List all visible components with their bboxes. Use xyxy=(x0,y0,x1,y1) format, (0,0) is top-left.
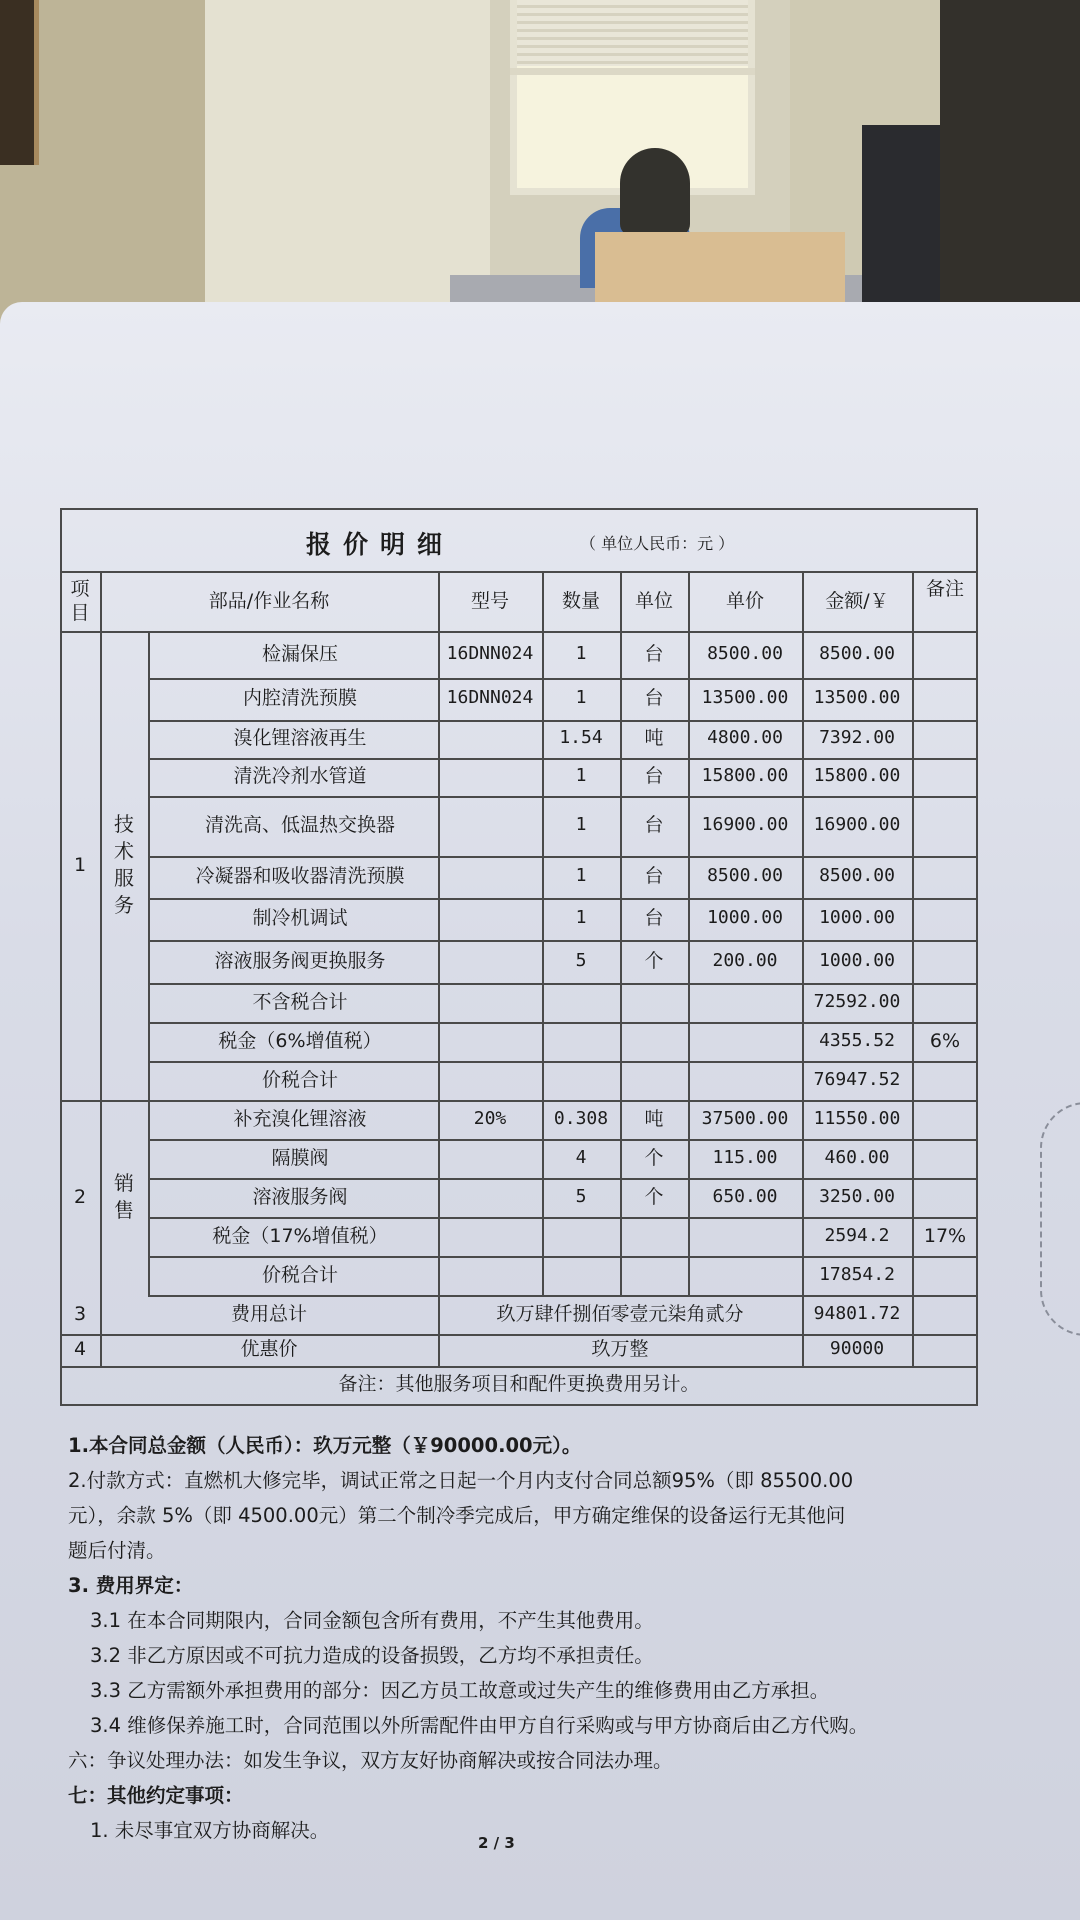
table-border-right xyxy=(976,508,978,1406)
no-col-line xyxy=(100,631,102,1295)
person-head xyxy=(620,148,690,236)
row-8-col-line-3 xyxy=(620,983,622,1022)
term-other-heading: 七：其他约定事项： xyxy=(68,1784,244,1807)
row-price: 115.00 xyxy=(712,1146,778,1168)
header-col-line-4 xyxy=(688,571,690,631)
term-other-1: 1. 未尽事宜双方协商解决。 xyxy=(90,1819,330,1842)
row-8-col-line-2 xyxy=(542,983,544,1022)
header-6: 金额/￥ xyxy=(825,590,889,612)
term-cost-heading: 3. 费用界定： xyxy=(68,1574,194,1597)
row-3-col-line-1 xyxy=(438,758,440,796)
term-total-amount: 1.本合同总金额（人民币）：玖万元整（￥90000.00元）。 xyxy=(68,1434,582,1457)
row-5-col-line-6 xyxy=(912,856,914,898)
partial-stamp-seal xyxy=(1040,1102,1080,1336)
row-qty: 1 xyxy=(575,907,587,928)
row-line-14 xyxy=(148,1256,978,1258)
row-line-9 xyxy=(148,1061,978,1063)
row-15-col-line-1 xyxy=(438,1256,440,1295)
row-name: 税金（17%增值税） xyxy=(212,1224,388,1247)
term-payment-3: 题后付清。 xyxy=(68,1539,166,1562)
door xyxy=(205,0,490,330)
row-model: 16DNN024 xyxy=(446,642,534,664)
row-qty: 1 xyxy=(575,642,587,664)
row-unit: 台 xyxy=(644,642,664,665)
row-amount: 76947.52 xyxy=(813,1068,901,1090)
window-frame-bar xyxy=(510,68,755,75)
row-amount: 1000.00 xyxy=(819,907,895,928)
row-6-col-line-0 xyxy=(148,898,150,940)
row-line-4 xyxy=(148,856,978,858)
row-15-col-line-3 xyxy=(620,1256,622,1295)
row-8-col-line-0 xyxy=(148,983,150,1022)
row-price: 16900.00 xyxy=(701,814,789,835)
wall-picture-frame xyxy=(0,0,39,165)
row-14-col-line-3 xyxy=(620,1217,622,1256)
header-2: 型号 xyxy=(470,590,509,612)
row4-bottom-line xyxy=(60,1366,978,1368)
row-unit: 台 xyxy=(644,814,664,836)
row-4-col-line-6 xyxy=(912,796,914,856)
row-unit: 吨 xyxy=(644,727,664,749)
row4-words: 玖万整 xyxy=(591,1338,649,1360)
row-amount: 72592.00 xyxy=(813,990,901,1012)
row-12-col-line-6 xyxy=(912,1139,914,1178)
row-8-col-line-6 xyxy=(912,983,914,1022)
row-5-col-line-0 xyxy=(148,856,150,898)
row-price: 200.00 xyxy=(712,949,778,971)
row-10-col-line-0 xyxy=(148,1061,150,1100)
row-qty: 1 xyxy=(575,687,587,708)
row-10-col-line-4 xyxy=(688,1061,690,1100)
row-name: 制冷机调试 xyxy=(252,907,348,929)
row-name: 税金（6%增值税） xyxy=(218,1029,382,1052)
row-11-col-line-6 xyxy=(912,1100,914,1139)
row-13-col-line-1 xyxy=(438,1178,440,1217)
row-amount: 8500.00 xyxy=(819,642,895,664)
row-amount: 11550.00 xyxy=(813,1107,901,1129)
term-3-3: 3.3 乙方需额外承担费用的部分：因乙方员工故意或过失产生的维修费用由乙方承担。 xyxy=(90,1679,830,1702)
row3-label: 费用总计 xyxy=(230,1302,307,1325)
row-14-col-line-0 xyxy=(148,1217,150,1256)
term-3-1: 3.1 在本合同期限内，合同金额包含所有费用，不产生其他费用。 xyxy=(90,1609,654,1632)
row-unit: 个 xyxy=(644,949,664,972)
group2-no: 2 xyxy=(73,1185,87,1208)
group2-category: 销售 xyxy=(114,1170,134,1222)
row-unit: 台 xyxy=(644,765,664,787)
table-title: 报价明细 xyxy=(306,530,455,559)
row4-amount: 90000 xyxy=(829,1338,885,1359)
table-border-top xyxy=(60,508,978,510)
row-7-col-line-6 xyxy=(912,940,914,983)
header-top-line xyxy=(60,571,978,573)
body-top-line xyxy=(60,631,978,633)
row-qty: 1 xyxy=(575,865,587,886)
row-5-col-line-1 xyxy=(438,856,440,898)
row-13-col-line-6 xyxy=(912,1178,914,1217)
table-border-bottom xyxy=(60,1404,978,1406)
table-border-left xyxy=(60,508,62,1406)
row-name: 溶液服务阀更换服务 xyxy=(214,949,386,972)
row-15-col-line-2 xyxy=(542,1256,544,1295)
chair xyxy=(595,232,845,312)
row-line-8 xyxy=(148,1022,978,1024)
row-15-col-line-0 xyxy=(148,1256,150,1295)
row-name: 不含税合计 xyxy=(252,990,348,1013)
row-name: 隔膜阀 xyxy=(271,1146,329,1169)
header-3: 数量 xyxy=(561,590,600,612)
row-8-col-line-1 xyxy=(438,983,440,1022)
row-12-col-line-1 xyxy=(438,1139,440,1178)
row-amount: 1000.00 xyxy=(819,949,895,971)
row-line-6 xyxy=(148,940,978,942)
row-amount: 3250.00 xyxy=(819,1185,895,1207)
row-line-11 xyxy=(148,1139,978,1141)
term-payment-1: 2.付款方式：直燃机大修完毕，调试正常之日起一个月内支付合同总额95%（即 85500.00 xyxy=(68,1469,854,1492)
row-12-col-line-0 xyxy=(148,1139,150,1178)
row4-col-line-3 xyxy=(912,1334,914,1366)
row-price: 37500.00 xyxy=(701,1107,789,1129)
header-5: 单价 xyxy=(725,590,764,612)
row-name: 冷凝器和吸收器清洗预膜 xyxy=(195,865,405,887)
row-line-0 xyxy=(148,678,978,680)
header-col-line-3 xyxy=(620,571,622,631)
unit-note: （ 单位人民币：元 ） xyxy=(580,534,735,553)
row-14-col-line-2 xyxy=(542,1217,544,1256)
contract-terms xyxy=(68,1428,928,1848)
header-col-line-2 xyxy=(542,571,544,631)
row-name: 溶液服务阀 xyxy=(252,1185,348,1208)
row-qty: 1 xyxy=(575,814,587,835)
row-7-col-line-1 xyxy=(438,940,440,983)
row-9-col-line-0 xyxy=(148,1022,150,1061)
row-line-1 xyxy=(148,720,978,722)
row-10-col-line-1 xyxy=(438,1061,440,1100)
row-line-13 xyxy=(148,1217,978,1219)
row-unit: 吨 xyxy=(644,1107,664,1130)
row-qty: 5 xyxy=(575,1185,587,1207)
row-name: 溴化锂溶液再生 xyxy=(233,727,367,749)
row-price: 15800.00 xyxy=(701,765,789,786)
row-4-col-line-0 xyxy=(148,796,150,856)
row-0-col-line-6 xyxy=(912,631,914,678)
row-name: 内腔清洗预膜 xyxy=(242,687,357,709)
row-2-col-line-6 xyxy=(912,720,914,758)
row-10-col-line-2 xyxy=(542,1061,544,1100)
row-unit: 个 xyxy=(644,1185,664,1208)
term-payment-2: 元），余款 5%（即 4500.00元）第二个制冷季完成后，甲方确定维保的设备运行无其他问 xyxy=(68,1504,846,1527)
row-3-col-line-6 xyxy=(912,758,914,796)
row-4-col-line-1 xyxy=(438,796,440,856)
row-amount: 460.00 xyxy=(824,1146,890,1168)
row-amount: 17854.2 xyxy=(819,1263,895,1285)
row-unit: 台 xyxy=(644,687,664,709)
row3-col-line-3 xyxy=(912,1295,914,1334)
row-price: 650.00 xyxy=(712,1185,778,1207)
term-3-4: 3.4 维修保养施工时，合同范围以外所需配件由甲方自行采购或与甲方协商后由乙方代购。 xyxy=(90,1714,869,1737)
row-9-col-line-3 xyxy=(620,1022,622,1061)
row-name: 检漏保压 xyxy=(261,642,338,665)
header-col-line-1 xyxy=(438,571,440,631)
term-3-2: 3.2 非乙方原因或不可抗力造成的设备损毁，乙方均不承担责任。 xyxy=(90,1644,654,1667)
row-name: 清洗高、低温热交换器 xyxy=(204,814,395,836)
row-1-col-line-6 xyxy=(912,678,914,720)
row-qty: 4 xyxy=(575,1146,587,1168)
header-col-line-0 xyxy=(100,571,102,631)
row-9-col-line-2 xyxy=(542,1022,544,1061)
row-price: 8500.00 xyxy=(707,865,783,886)
window-blind xyxy=(517,0,748,66)
row-10-col-line-3 xyxy=(620,1061,622,1100)
row-unit: 个 xyxy=(644,1146,664,1169)
row-10-col-line-6 xyxy=(912,1061,914,1100)
row-price: 1000.00 xyxy=(707,907,783,928)
row-1-col-line-0 xyxy=(148,678,150,720)
row-2-col-line-1 xyxy=(438,720,440,758)
group1-category: 技术服务 xyxy=(114,811,134,917)
row-0-col-line-0 xyxy=(148,631,150,678)
row-amount: 16900.00 xyxy=(813,814,901,835)
row-9-col-line-4 xyxy=(688,1022,690,1061)
table-footnote: 备注：其他服务项目和配件更换费用另计。 xyxy=(338,1373,700,1395)
row-6-col-line-1 xyxy=(438,898,440,940)
row-unit: 台 xyxy=(644,907,664,929)
row-name: 补充溴化锂溶液 xyxy=(233,1107,367,1130)
row-qty: 1 xyxy=(575,765,587,786)
row-line-2 xyxy=(148,758,978,760)
row-line-7 xyxy=(148,983,978,985)
header-7: 备注 xyxy=(925,578,964,600)
row-line-15 xyxy=(148,1295,978,1297)
page-number: 2 / 3 xyxy=(478,1834,515,1852)
quote-table xyxy=(60,508,978,1406)
row3-no: 3 xyxy=(73,1302,87,1325)
row-line-12 xyxy=(148,1178,978,1180)
header-col-line-6 xyxy=(912,571,914,631)
header-col-line-5 xyxy=(802,571,804,631)
row-2-col-line-0 xyxy=(148,720,150,758)
row-qty: 1.54 xyxy=(559,727,603,748)
group-divider xyxy=(60,1100,978,1102)
row-14-col-line-4 xyxy=(688,1217,690,1256)
row-amount: 8500.00 xyxy=(819,865,895,886)
row-8-col-line-4 xyxy=(688,983,690,1022)
row-note: 6% xyxy=(929,1029,961,1052)
row-amount: 7392.00 xyxy=(819,727,895,748)
row-amount: 2594.2 xyxy=(824,1224,890,1246)
row-qty: 5 xyxy=(575,949,587,971)
row-15-col-line-4 xyxy=(688,1256,690,1295)
row-6-col-line-6 xyxy=(912,898,914,940)
row-line-3 xyxy=(148,796,978,798)
row-model: 16DNN024 xyxy=(446,687,534,708)
row4-no: 4 xyxy=(73,1338,87,1360)
row-line-5 xyxy=(148,898,978,900)
row-14-col-line-1 xyxy=(438,1217,440,1256)
row-amount: 4355.52 xyxy=(819,1029,895,1051)
row3-bottom-line xyxy=(60,1334,978,1336)
row-price: 8500.00 xyxy=(707,642,783,664)
header-4: 单位 xyxy=(634,590,673,612)
office-background-photo xyxy=(0,0,1080,330)
row-note: 17% xyxy=(923,1224,967,1247)
group1-no: 1 xyxy=(73,853,87,876)
row-price: 13500.00 xyxy=(701,687,789,708)
row-9-col-line-1 xyxy=(438,1022,440,1061)
row-name: 清洗冷剂水管道 xyxy=(233,765,367,787)
row-13-col-line-0 xyxy=(148,1178,150,1217)
row-7-col-line-0 xyxy=(148,940,150,983)
row4-label: 优惠价 xyxy=(240,1338,298,1360)
header-1: 部品/作业名称 xyxy=(208,590,330,612)
row-amount: 15800.00 xyxy=(813,765,901,786)
right-wall xyxy=(940,0,1080,330)
row-qty: 0.308 xyxy=(553,1107,609,1129)
header-0: 项目 xyxy=(70,578,90,624)
term-dispute: 六：争议处理办法：如发生争议，双方友好协商解决或按合同法办理。 xyxy=(68,1749,673,1772)
row-model: 20% xyxy=(473,1107,507,1129)
row-11-col-line-0 xyxy=(148,1100,150,1139)
row3-amount: 94801.72 xyxy=(813,1302,901,1324)
row-amount: 13500.00 xyxy=(813,687,901,708)
row-price: 4800.00 xyxy=(707,727,783,748)
row-3-col-line-0 xyxy=(148,758,150,796)
row-name: 价税合计 xyxy=(261,1263,338,1286)
row-15-col-line-6 xyxy=(912,1256,914,1295)
row3-words: 玖万肆仟捌佰零壹元柒角贰分 xyxy=(496,1302,744,1325)
row-unit: 台 xyxy=(644,865,664,887)
row-name: 价税合计 xyxy=(261,1068,338,1091)
